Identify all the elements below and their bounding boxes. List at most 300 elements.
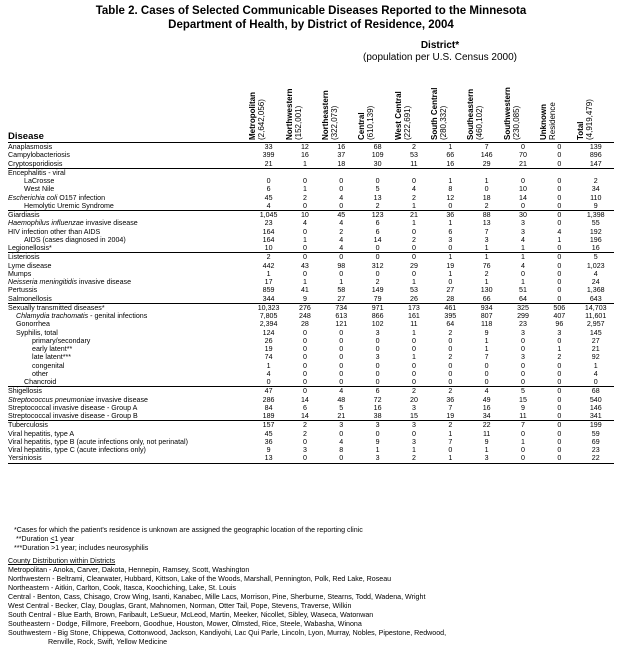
cell-value: 9 [302,294,307,303]
cell-value: 27 [337,294,346,303]
cell-value: 1 [484,345,489,353]
cell-value: 0 [411,345,416,353]
disease-name: early latent** [32,345,73,353]
column-header-text [503,70,521,140]
column-header-southeastern [468,68,504,143]
cell-value: 19 [264,345,273,353]
cell-value: 110 [590,193,602,202]
cell-value: 0 [557,159,562,168]
disease-name: Giardiasis [8,211,250,220]
table-row [8,329,614,337]
column-population: Residence [548,102,558,140]
cell-value: 0 [557,151,562,160]
disease-name: HIV infection other than AIDS [8,227,101,236]
cell-value: 807 [480,312,493,320]
cell-value: 1 [448,177,453,185]
cell-value: 0 [323,454,359,463]
cell-value: 36 [432,211,468,220]
cell-value: 0 [266,378,271,386]
column-header-text [539,70,557,140]
cell-value: 3 [375,353,380,362]
cell-value: 4 [411,185,416,194]
cell-value: 0 [557,412,562,420]
cell-value: 4 [339,235,344,244]
cell-value: 66 [482,294,491,303]
cell-value: 0 [557,278,562,286]
cell-value: 0 [302,227,307,236]
cell-value: 16 [300,151,309,160]
table-row [8,244,614,253]
cell-value: 4 [468,387,504,396]
cell-value: 3 [359,421,395,430]
cell-value: 407 [553,312,566,320]
cell-value: 72 [373,395,382,404]
cell-value: 6 [375,227,380,236]
cell-value: 0 [339,369,344,378]
cell-value: 0 [521,143,525,151]
cell-value: 3 [359,454,395,463]
cell-value: 14 [519,193,527,202]
cell-value: 1 [521,244,525,252]
cell-value: 1 [339,278,344,286]
cell-value: 3 [468,454,504,463]
table-row [8,219,614,227]
disease-name: Shigellosis [8,387,250,396]
cell-value: 0 [302,361,307,370]
cell-value: 2,957 [586,320,605,329]
table-row [8,295,614,304]
table-title [0,4,622,32]
cell-value: 0 [266,177,271,185]
cell-value: 10 [519,185,527,194]
cell-value: 15 [519,395,527,404]
cell-value: 2 [302,193,307,202]
table-row [8,370,614,378]
cell-value: 13 [250,454,286,463]
cell-value: 74 [264,353,273,362]
column-population: (152,001) [293,105,303,140]
disease-name: Chancroid [24,378,57,386]
disease-name: Salmonellosis [8,294,52,303]
county-line-central: Central - Benton, Cass, Chisago, Crow Wing, Isanti, Kanabec, Mille Lacs, Morrison, Pine, Sherburne, Stearns, Todd, Wadena, Wright [8,593,426,601]
cell-value: 164 [262,235,275,244]
cell-value: 0 [339,201,344,210]
cell-value: 0 [521,429,525,438]
cell-value: 0 [339,336,344,345]
cell-value: 36 [446,395,455,404]
cell-value: 0 [557,244,562,252]
cell-value: 22 [578,454,615,463]
cell-value: 3 [396,421,432,430]
table-row [8,143,614,152]
cell-value: 613 [335,312,348,320]
cell-value: 139 [589,143,602,151]
cell-value: 0 [411,336,416,345]
cell-value: 3 [521,227,525,236]
cell-value: 27 [591,336,600,345]
cell-value: 14 [300,412,309,420]
disease-name: congenital [32,361,65,370]
cell-value: 19 [446,412,455,420]
cell-value: 17 [264,278,273,286]
cell-value: 0 [448,244,453,252]
cell-value: 18 [337,159,346,168]
cell-value: 15 [410,412,418,420]
cell-value: 0 [302,336,307,345]
cell-value: 0 [557,286,562,295]
cell-value: 49 [482,395,491,404]
cell-value: 0 [484,378,489,386]
disease-name: Cryptosporidiosis [8,159,63,168]
cell-value: 4 [593,269,598,278]
cell-value: 7 [484,143,489,151]
cell-value: 2 [448,353,453,362]
cell-value: 0 [557,193,562,202]
cell-value: 0 [521,446,525,454]
cell-value: 4 [266,369,271,378]
cell-value: 24 [591,278,600,286]
table-row [8,353,614,361]
cell-value: 0 [375,361,380,370]
cell-value: 4 [339,244,344,252]
disease-name: Tuberculosis [8,421,250,430]
cell-value: 66 [446,151,455,160]
cell-value: 149 [371,286,384,295]
cell-value: 0 [541,253,577,262]
cell-value: 0 [557,201,562,210]
cell-value: 38 [373,412,382,420]
cell-value [468,168,504,177]
table-row [8,278,614,286]
cell-value: 1 [411,201,416,210]
column-header-text [430,70,448,140]
cell-value: 0 [541,454,577,463]
cell-value: 9 [266,446,271,454]
column-name: West Central [393,91,403,140]
cell-value: 0 [375,244,380,252]
disease-name: Campylobacteriosis [8,151,70,160]
cell-value: 1 [557,235,562,244]
cell-value: 1 [505,253,541,262]
cell-value: 1 [468,253,504,262]
cell-value: 1,368 [586,286,605,295]
cell-value: 1 [448,269,453,278]
cell-value: 22 [468,421,504,430]
cell-value: 4 [593,369,598,378]
column-name: Central [357,112,367,140]
cell-value: 0 [287,253,323,262]
cell-value [432,168,468,177]
cell-value: 0 [557,429,562,438]
cell-value: 0 [411,361,416,370]
cell-value: 0 [484,185,489,194]
disease-name: LaCrosse [24,177,55,185]
cell-value: 1,398 [578,211,615,220]
cell-value: 0 [448,369,453,378]
cell-value: 146 [480,151,493,160]
cell-value: 0 [557,336,562,345]
county-line-west-central: West Central - Becker, Clay, Douglas, Grant, Mahnomen, Norman, Otter Tail, Pope, Stevens, Traverse, Wilkin [8,602,352,610]
cell-value: 8 [448,185,453,194]
cell-value: 2 [448,328,453,337]
cell-value: 1 [266,269,271,278]
title-line-1: Table 2. Cases of Selected Communicable Diseases Reported to the Minnesota [95,5,527,17]
cell-value: 5 [578,253,615,262]
cell-value: 69 [591,437,600,446]
footnote-unknown-residence: *Cases for which the patient's residence is unknown are assigned the geographic location of the reporting clinic [14,526,363,534]
cell-value: 8 [339,446,344,454]
cell-value: 2 [411,235,416,244]
cell-value: 14 [300,395,309,404]
cell-value: 9 [375,437,380,446]
cell-value: 1 [557,345,562,353]
table-row [8,177,614,185]
cell-value: 2 [396,454,432,463]
cell-value: 276 [287,303,323,312]
cell-value [541,168,577,177]
cell-value: 1 [448,143,453,151]
disease-name: Neisseria meningitidis invasive disease [8,278,132,286]
table-row [8,151,614,159]
cell-value: 0 [557,446,562,454]
cell-value: 0 [448,378,453,386]
cell-value: 3 [302,446,307,454]
table-row [8,345,614,353]
district-label: District* [420,40,460,51]
cell-value: 161 [408,312,420,320]
column-name: Unknown [539,104,549,140]
column-population: (280,332) [439,105,449,140]
cell-value: 0 [339,429,344,438]
disease-name: late latent*** [32,353,72,362]
cell-value: 3 [323,421,359,430]
cell-value: 0 [287,387,323,396]
cell-value: 2 [287,421,323,430]
disease-name: Anaplasmosis [8,143,53,151]
cell-value: 11 [410,320,418,329]
table-row [8,270,614,278]
cell-value: 934 [468,303,504,312]
cell-value: 3 [411,437,416,446]
cell-value: 1 [302,185,307,194]
column-population: (222,691) [402,105,412,140]
cell-value: 10,323 [250,303,286,312]
column-header-text [466,70,484,140]
cell-value: 325 [505,303,541,312]
cell-value: 1 [432,454,468,463]
cell-value: 4 [302,219,307,228]
table-row [8,286,614,294]
cell-value: 45 [264,193,273,202]
cell-value: 98 [337,261,346,270]
disease-name: Lyme disease [8,261,52,270]
cell-value: 0 [557,269,562,278]
cell-value: 3 [375,328,380,337]
cell-value: 2 [484,269,489,278]
cell-value: 0 [396,253,432,262]
cell-value: 0 [287,454,323,463]
cell-value: 18 [482,193,491,202]
disease-name: Encephalitis - viral [8,168,250,177]
cell-value: 13 [482,219,491,228]
cell-value: 0 [302,244,307,252]
cell-value: 4 [339,437,344,446]
disease-name: Sexually transmitted diseases* [8,303,250,312]
table-row [8,202,614,211]
cell-value: 79 [373,294,382,303]
table-row [8,387,614,396]
table-row [8,303,614,312]
cell-value: 0 [557,369,562,378]
disease-name: Legionellosis* [8,244,52,252]
cell-value: 23 [519,320,527,329]
county-line-southeastern: Southeastern - Dodge, Fillmore, Freeborn, Goodhue, Houston, Mower, Olmsted, Rice, Steele, Wabasha, Winona [8,620,362,628]
cell-value: 0 [484,361,489,370]
cell-value: 0 [302,177,307,185]
table-row [8,446,614,454]
cell-value: 4 [521,261,525,270]
table-row [8,168,614,177]
table-row [8,396,614,404]
cell-value: 6 [448,227,453,236]
disease-column-header: Disease [8,130,44,142]
cell-value: 130 [480,286,493,295]
cell-value: 0 [339,353,344,362]
cell-value: 9 [484,328,489,337]
column-name: Metropolitan [248,92,258,140]
cell-value: 0 [375,177,380,185]
column-header-northwestern [284,68,323,143]
cell-value: 4 [339,219,344,228]
cell-value: 0 [411,177,416,185]
cell-value: 0 [557,219,562,228]
cell-value: 0 [448,278,453,286]
cell-value: 29 [410,261,418,270]
cell-value: 2 [432,387,468,396]
column-header-west-central [393,68,432,143]
cell-value: 164 [262,227,275,236]
cell-value: 1 [411,219,416,228]
cell-value: 68 [578,387,615,396]
disease-name: West Nile [24,185,55,194]
cell-value: 0 [521,345,525,353]
cell-value: 3 [484,235,489,244]
cell-value: 734 [323,303,359,312]
cell-value [287,168,323,177]
cell-value: 36 [264,437,273,446]
cell-value: 0 [339,177,344,185]
column-population: (230,085) [511,105,521,140]
cell-value: 0 [448,201,453,210]
cell-value: 2 [593,177,598,185]
column-name: South Central [430,87,440,140]
cell-value: 109 [371,151,384,160]
cell-value [396,168,432,177]
cell-value: 84 [264,403,273,412]
column-header-text [248,70,266,140]
cell-value: 3 [521,353,525,362]
cell-value: 2 [557,353,562,362]
disease-name: Hemolytic Uremic Syndrome [24,201,114,210]
cell-value: 7 [448,403,453,412]
cell-value: 123 [359,211,395,220]
disease-name: Chlamydia trachomatis - genital infections [16,312,148,320]
table-row [8,262,614,270]
column-header-metropolitan [250,68,286,143]
cell-value: 1 [411,328,416,337]
table-row [8,228,614,236]
cell-value: 53 [410,151,418,160]
cell-value: 0 [448,345,453,353]
cell-value: 30 [505,211,541,220]
table-row [8,362,614,370]
cell-value: 4 [266,201,271,210]
column-name: Northwestern [284,88,294,140]
cell-value: 248 [299,312,311,320]
cell-value: 59 [591,429,600,438]
cell-value: 16 [373,403,382,412]
cell-value: 1 [484,278,489,286]
cell-value: 0 [339,185,344,194]
cell-value: 0 [593,378,598,386]
column-header-text [357,70,375,140]
cell-value: 1 [448,429,453,438]
cell-value: 1 [411,353,416,362]
column-header-total [575,68,615,143]
cell-value: 859 [262,286,275,295]
column-header-text [576,70,594,140]
table-row [8,430,614,438]
cell-value: 0 [339,378,344,386]
cell-value: 1 [448,219,453,228]
cell-value: 3 [411,403,416,412]
disease-name: Haemophilus influenzae invasive disease [8,219,138,228]
district-sublabel: (population per U.S. Census 2000) [363,52,517,63]
cell-value: 2 [375,278,380,286]
cell-value: 5 [375,185,380,194]
cell-value: 3 [521,219,525,228]
disease-name: Streptococcal invasive disease - Group B [8,412,138,420]
cell-value: 16 [591,244,600,252]
cell-value: 64 [446,320,455,329]
cell-value: 9 [593,201,598,210]
column-population: (460,102) [475,105,485,140]
table-row [8,421,614,430]
cell-value: 0 [541,387,577,396]
cell-value: 643 [589,294,602,303]
column-name: Southeastern [466,88,476,140]
cell-value: 2 [484,201,489,210]
cell-value: 0 [505,454,541,463]
cell-value: 3 [521,328,525,337]
cell-value: 506 [541,303,577,312]
cell-value: 37 [337,151,346,160]
cell-value: 11 [519,412,527,420]
cell-value: 3 [448,235,453,244]
table-row [8,253,614,262]
cell-value: 13 [373,193,382,202]
cell-value: 0 [411,269,416,278]
table-row [8,312,614,320]
county-line-southwestern: Southwestern - Big Stone, Chippewa, Cottonwood, Jackson, Kandiyohi, Lac Qui Parle, Lincoln, Lyon, Murray, Nobles, Pipestone, Redwood, [8,629,447,637]
cell-value: 0 [541,211,577,220]
cell-value: 68 [373,143,382,151]
cell-value: 7,805 [259,312,278,320]
cell-value: 971 [359,303,395,312]
disease-name: other [32,369,49,378]
column-population: (4,919,479) [584,99,594,140]
disease-name: Streptococcus pneumoniae invasive disease [8,395,148,404]
